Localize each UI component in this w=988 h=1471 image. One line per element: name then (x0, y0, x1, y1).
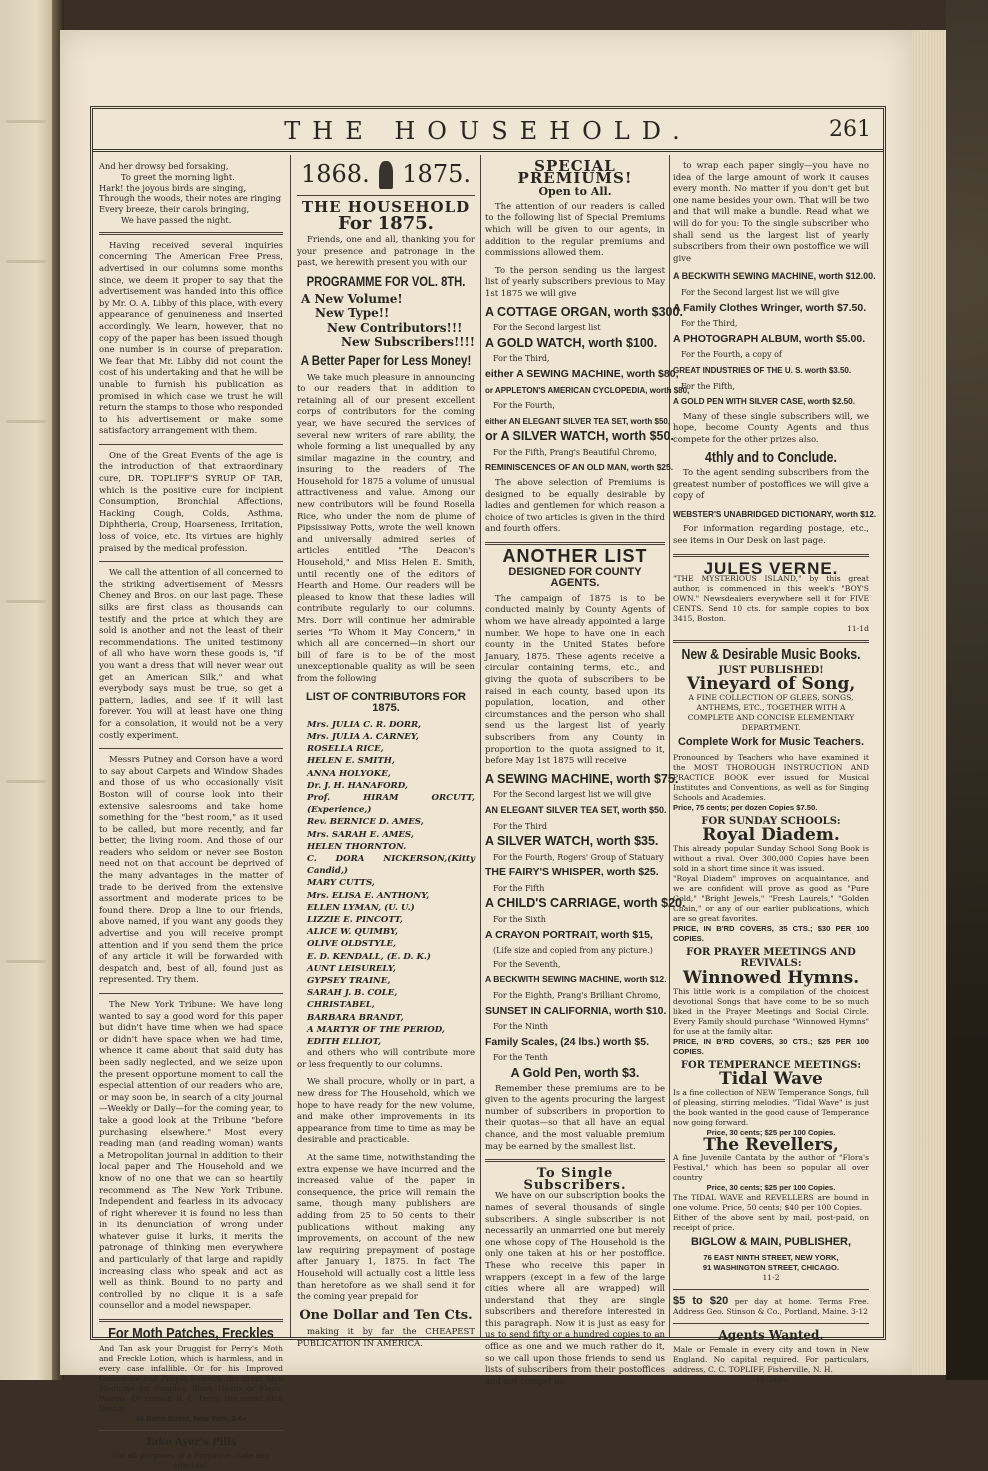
ad-text: A fine Juvenile Cantata by the author of "Flora's Festival," which has been so popular all over country (673, 1153, 869, 1183)
premium-item: A GOLD PEN WITH SILVER CASE, worth $2.50. (673, 397, 855, 407)
premium-lead: For the Fourth, (493, 401, 555, 411)
list-item: MARY CUTTS, (307, 878, 375, 889)
list-item: A MARTYR OF THE PERIOD, (307, 1024, 445, 1035)
premium-item: or A SILVER WATCH, worth $50. (485, 429, 674, 444)
section-subtitle: Open to All. (538, 185, 612, 199)
ad-price: PRICE, IN B'RD COVERS, 35 CTS.; $30 PER 100 COPIES. (673, 923, 869, 943)
ad-subhead: FOR SUNDAY SCHOOLS: (701, 815, 841, 827)
article-paragraph: The attention of our readers is called to the following list of Special Premiums which will be given to our agents, in addition to the regular premiums and commissions allowed them. (485, 201, 665, 259)
divider (99, 993, 283, 994)
article-paragraph: We shall procure, wholly or in part, a new dress for The Household, which we hope to have ready for the new volume, and make other improvements in its appearance from time to time as may be desirable and practicable. (297, 1077, 475, 1146)
list-item: Mrs. SARAH E. AMES, (307, 829, 414, 840)
column-3 (485, 157, 690, 1387)
year-right: 1875. (402, 160, 471, 189)
list-item: CHRISTABEL, (307, 1000, 375, 1011)
year-left: 1868. (301, 160, 370, 189)
premium-lead: For the Fifth, (681, 381, 735, 391)
wage-ad (673, 1296, 869, 1317)
article-paragraph: At the same time, notwithstanding the extra expense we have incurred and the increased value of the paper in consequence, the price will remain the same, though many publishers are adding from 25 to 50 cents to their publications without making any improvements, on account of the new law requiring prepayment of postage after January 1, 1875. In fact The Household will actually cost a little less than heretofore as we shall send it for the coming year prepaid for (297, 1152, 475, 1303)
ad-text: For all purposes of a Purgative. Safe and effectual. (112, 1451, 270, 1471)
premium-item: WEBSTER'S UNABRIDGED DICTIONARY, worth $12. (673, 509, 877, 519)
premium-lead: For the Fifth (493, 883, 545, 893)
ad-subhead: Complete Work for Music Teachers. (677, 736, 865, 748)
list-item: Rev. BERNICE D. AMES, (307, 817, 424, 828)
article-paragraph: The New York Tribune: We have long wanted to say a good word for this paper but didn't have time when we had space or didn't have space when we had time, whence it came about that said duty has been sadly neglected, and we seize upon the present opportune moment to call the especial attention of our readers who are, or may soon be, in search of a city journal—Weekly or Daily—for the coming year, to take a good look at the Tribune "before purchasing elsewhere." Most every reading man (and reading woman) wants a Metropolitan journal in addition to their local paper and The Household and we know of no one that we can so heartily recommend as The New York Tribune. Independent and fearless in its advocacy of right wherever it is found no less than in its denunciation of wrong under whatever guise it lurks, it merits the patronage of thinking men everywhere and particularly of that large and rapidly increasing class who speak and act as well as think. Bound to no party and controlled by no clique it is a safe counsellor and a model newspaper. (99, 1000, 283, 1312)
section-title: To Single Subscribers. (523, 1166, 627, 1193)
ad-address-text: 49 Bond Street, New York. (135, 1413, 230, 1423)
article-paragraph: We call the attention of all concerned to the striking advertisement of Messrs Cheney and Bros. on our last page. These silks are first class as thousands can testify and the price at which they are sold is another and not the least of their recommendations. The united testimony of all who have worn these goods is, "if you want a dress that will never wear out get an American Silk," and what everybody says must be true, so get a pattern, ladies, and see if it will last forever. You will at least have one thing for a consolation, it would not be a very costly experiment. (99, 568, 283, 741)
publisher-address: 91 WASHINGTON STREET, CHICAGO. (702, 1262, 840, 1272)
list-item: Mrs. ELISA E. ANTHONY, (307, 890, 430, 901)
intro-text: Friends, one and all, thanking you for your presence and patronage in the past, we herewith present you with our (297, 235, 475, 269)
programme-item: New Contributors!!! (327, 320, 463, 335)
slogan: A Better Paper for Less Money! (300, 351, 472, 368)
article-paragraph: One of the Great Events of the age is the introduction of that extraordinary cure, DR. TOPLIFF'S SYRUP OF TAR, which is the positive cure for incipient Consumption, Bronchial Affections, Hacking Cough, Colds, Asthma, Diphtheria, Croup, Hoarseness, Irritation, loss of voice, etc. Its virtues are highly praised by the medical profession. (99, 450, 283, 554)
ad-text: Male or Female in every city and town in New England. No capital required. For particulars, address, C. C. TOPLIFF, Fisherville, N. H. (673, 1344, 869, 1374)
premium-lead: For the Fifth, Prang's Beautiful Chromo, (493, 447, 657, 457)
section-title: THE HOUSEHOLD (301, 198, 471, 216)
premium-lead: For the Second largest list we will give (681, 287, 840, 297)
column-2 (297, 160, 476, 1349)
premium-lead: For the Eighth, Prang's Brilliant Chromo, (493, 991, 661, 1001)
premium-item: A CRAYON PORTRAIT, worth $15, (485, 928, 653, 941)
premium-item: or APPLETON'S AMERICAN CYCLOPEDIA, worth $80, (485, 385, 690, 395)
section-subtitle: For 1875. (338, 212, 434, 234)
premium-lead: For the Tenth (493, 1053, 548, 1063)
list-item: ROSELLA RICE, (307, 744, 384, 755)
premium-item: REMINISCENCES OF AN OLD MAN, worth $25. (485, 462, 674, 473)
page-title: THE HOUSEHOLD. (284, 117, 692, 145)
list-item: Dr. J. H. HANAFORD, (307, 780, 408, 791)
ad-headline: For Moth Patches, Freckles (108, 1325, 274, 1343)
price-banner: One Dollar and Ten Cts. (299, 1307, 473, 1323)
divider (297, 195, 475, 196)
premium-note: (Life size and copied from any picture.) (493, 946, 653, 956)
section-subtitle: DESIGNED FOR COUNTY AGENTS. (508, 565, 642, 590)
ad-code: 3-12 (850, 1306, 868, 1316)
list-item: LIZZIE E. PINCOTT, (307, 915, 403, 925)
article-paragraph: and others who will contribute more or less frequently to our columns. (297, 1048, 475, 1070)
list-item: SARAH J. B. COLE, (307, 988, 398, 999)
article-paragraph: To the agent sending subscribers from the greatest number of postoffices we will give a copy of (673, 468, 869, 502)
column-rule (669, 155, 670, 1337)
ad-text: A FINE COLLECTION OF GLEES, SONGS, ANTHEMS, ETC., TOGETHER WITH A COMPLETE AND CONCISE ELEMENTARY DEPARTMENT. (687, 693, 855, 732)
premium-item: A Gold Pen, worth $3. (510, 1066, 640, 1080)
premium-item: A COTTAGE ORGAN, worth $300. (485, 304, 683, 319)
premium-item: A BECKWITH SEWING MACHINE, worth $12.00. (673, 271, 876, 282)
article-paragraph: to wrap each paper singly—you have no idea of the large amount of work it causes every month. No matter if you don't get but one name besides your own. That will be two and that will make a bundle. Read what we will do for you: To the single subscriber who shall send us the largest list of yearly subscribers from their own postoffice we will give (673, 161, 869, 264)
list-item: OLIVE OLDSTYLE, (307, 939, 397, 950)
ad-headline: JULES VERNE. (703, 558, 839, 578)
ad-text: Pronounced by Teachers who have examined it the MOST THOROUGH INSTRUCTION AND PRACTICE BOOK ever issued for Musical Institutes and Conventions, as well as for Singing Schools and Academies. (673, 752, 869, 802)
column-4 (673, 161, 877, 1384)
premium-item: either A SEWING MACHINE, worth $80, (485, 367, 679, 380)
article-paragraph: Remember these premiums are to be given to the agents procuring the largest number of subscribers in proportion to their quotas—so that all have an equal chance, and the most valuable premium may be earned by the smallest list. (485, 1083, 665, 1152)
page-edges (912, 30, 946, 1375)
column-1 (99, 161, 283, 1471)
premium-lead: For the Second largest list we will give (493, 790, 652, 800)
ad-text: "THE MYSTERIOUS ISLAND," by this great author, is commenced in this week's "BOY'S OWN." Newsdealers everywhere sell it for FIVE CENTS. Send 10 cts. for sample copies to box 3415, Boston. (673, 574, 869, 624)
premium-lead: For the Third, (493, 354, 550, 364)
poem-line: And her drowsy bed forsaking, (99, 161, 229, 171)
premium-item: A SILVER WATCH, worth $35. (485, 834, 659, 849)
ad-price: Price, 30 cents; $25 per 100 Copies. (706, 1183, 836, 1193)
list-item: GYPSEY TRAINE, (307, 976, 391, 987)
premium-item: A GOLD WATCH, worth $100. (485, 335, 658, 350)
list-item: C. DORA NICKERSON,(Kitty Candid,) (307, 853, 475, 877)
ad-text: Either of the above sent by mail, post-paid, on receipt of price. (673, 1213, 869, 1233)
column-rule (290, 155, 291, 1337)
divider (99, 1319, 283, 1322)
wage-amount: $5 to $20 (673, 1294, 729, 1307)
premium-item: A BECKWITH SEWING MACHINE, worth $12. (485, 974, 667, 985)
premium-item: AN ELEGANT SILVER TEA SET, worth $50. (485, 804, 667, 815)
section-title: SPECIAL PREMIUMS! (517, 157, 633, 187)
publisher-name: BIGLOW & MAIN, PUBLISHER, (690, 1236, 852, 1249)
list-title: LIST OF CONTRIBUTORS FOR 1875. (306, 690, 466, 715)
poem-line: Every breeze, their carols bringing, (99, 204, 250, 215)
premium-item: A CHILD'S CARRIAGE, worth $20. (485, 896, 686, 911)
ad-text: The TIDAL WAVE and REVELLERS are bound in one volume. Price, 50 cents; $40 per 100 Copies. (673, 1193, 869, 1213)
poem-line: To greet the morning light. (121, 171, 235, 182)
section-title: ANOTHER LIST (502, 546, 648, 567)
premium-lead: For the Seventh, (493, 959, 561, 969)
ad-text: per day at home. Terms Free. Address Geo. Stinson & Co., Portland, Maine. (673, 1296, 869, 1316)
list-item: Mrs. JULIA A. CARNEY, (307, 731, 419, 742)
ad-text: "Royal Diadem" improves on acquaintance, and we are confident will prove as good as "Pure Gold," "Bright Jewels," "Fresh Laurels," "Golden Chain," or any of our earlier publications, which are so great favorites. (673, 873, 869, 923)
divider (99, 1430, 283, 1431)
article-paragraph: Many of these single subscribers will, we hope, become County Agents and thus compete for the other prizes also. (673, 411, 869, 445)
premium-item: GREAT INDUSTRIES OF THE U. S. worth $3.50. (673, 365, 852, 375)
list-item: Mrs. JULIA C. R. DORR, (307, 719, 422, 730)
ad-price: Price, 30 cents; $25 per 100 Copies. (706, 1127, 836, 1137)
programme-heading: PROGRAMME FOR VOL. 8TH. (306, 272, 466, 289)
article-paragraph: Having received several inquiries concerning The American Free Press, advertised in our columns some months since, we deem it proper to say that the advertisement was handed into this office by Mr. O. A. Libby of this place, with every appearance of genuineness and inserted accordingly. We learn, however, that no copy of the paper has been issued though one number is in course of preparation. We fear that Mr. Libby did not count the cost of his undertaking and that he will be unable to furnish his publication as promised in which case we trust he will return the stamps to those who responded to his advertisement or make some satisfactory arrangement with them. (99, 240, 283, 437)
premium-item: SUNSET IN CALIFORNIA, worth $10. (485, 1004, 667, 1017)
ad-price: Price, 75 cents; per dozen Copies $7.50. (673, 802, 818, 812)
premium-lead: For the Second largest list (493, 323, 601, 333)
divider (99, 748, 283, 749)
premium-lead: For the Ninth (493, 1022, 549, 1032)
divider (485, 1159, 665, 1162)
premium-item: A PHOTOGRAPH ALBUM, worth $5.00. (673, 332, 866, 345)
poem (99, 161, 283, 226)
ad-text: And Tan ask your Druggist for Perry's Moth and Freckle Lotion, which is harmless, and in every case infallible. Or for his Improved Comedone and Pimple Remedy, the great Skin Medicine for Pimples, Black Heads or Flesh-Worms. Or consult B. C. Perry, the noted Skin Doctor, (99, 1343, 283, 1413)
poem-line: Through the woods, their notes are ringing (99, 193, 282, 204)
list-item: ALICE W. QUIMBY, (307, 927, 399, 938)
premium-item: either AN ELEGANT SILVER TEA SET, worth $50, (485, 416, 671, 426)
divider (673, 640, 869, 643)
contributor-list (307, 719, 475, 1048)
book-title: Vineyard of Song, (686, 674, 856, 695)
ad-text: Is a fine collection of NEW Temperance Songs, full of pleasing, stirring melodies. "Tidal Wave" is just the book wanted in the good cause of Temperance now going forward. (673, 1087, 869, 1127)
ad-address (99, 1414, 283, 1424)
poem-line: Hark! the joyous birds are singing, (99, 182, 246, 193)
article-paragraph: The campaign of 1875 is to be conducted mainly by County Agents of whom we have already appointed a large number. We hope to have one in each county in the United States before January, 1875. These agents receive a circular containing terms, etc., and giving the quota of subscribers to be raised in each county, based upon its population, location, and other circumstances and the person who shall send us the largest list of yearly subscribers from any County in proportion to the quota assigned to it, before May 1st 1875 will receive (485, 593, 665, 767)
premium-item: Family Scales, (24 lbs.) worth $5. (485, 1035, 649, 1048)
divider (673, 554, 869, 557)
ad-headline: Take Ayer's Pills (145, 1436, 237, 1448)
article-paragraph: We have on our subscription books the names of several thousands of single subscribers. A single subscriber is not necessarily an unmarried one but merely one whose copy of The Household is the only one taken at his or her postoffice. These who receive this paper in wrappers (except in a few of the large cities where all are wrapped) will understand that they are single subscribers and therefore interested in this paragraph. Now it is just as easy for us to send fifty or a hundred copies to an office as one and we much rather do it, so we call upon those friends to send us lists of subscribers from their postoffices and not compel us (485, 1191, 665, 1387)
ad-subhead: FOR PRAYER MEETINGS AND REVIVALS: (686, 946, 856, 970)
list-item: HELEN E. SMITH, (307, 756, 395, 767)
programme-item: A New Volume! (301, 291, 403, 306)
ad-code: 11-2 (762, 1272, 780, 1282)
book-title: Winnowed Hymns. (682, 967, 860, 988)
poem-line: We have passed the night. (121, 214, 232, 225)
ad-text: This little work is a compilation of the choicest devotional Songs that have come to be so much liked in the Prayer Meetings and Social Circle. Every Family should purchase "Winnowed Hymns" for use at the family altar. (673, 986, 869, 1036)
list-item: ELLEN LYMAN, (U. U.) (307, 902, 415, 913)
premium-lead: For the Third, (681, 319, 738, 329)
premium-lead: For the Third (493, 821, 547, 831)
divider (673, 1323, 869, 1324)
divider (99, 444, 283, 445)
premium-item: A Family Clothes Wringer, worth $7.50. (673, 301, 867, 314)
ad-subhead: FOR TEMPERANCE MEETINGS: (680, 1059, 862, 1071)
divider (485, 542, 665, 545)
article-paragraph: We take much pleasure in announcing to our readers that in addition to retaining all of our present excellent corps of contributors for the coming year, we have secured the services of several new writers of rare ability, the whole forming a list unequalled by any similar magazine in the country, and insuring to the readers of The Household for 1875 a volume of unusual attractiveness and value. Among our new contributors will be found Rosella Rice, who under the nom de plume of Pipsissiway Potts, wrote the well known and universally admired series of articles entitled "The Deacon's Household," and Miss Helen E. Smith, until recently one of the editors of Hearth and Home. Our readers will be pleased to know that these ladies will contribute regularly to our columns. Mrs. Dorr will continue her admirable series "To Whom it May Concern," in which all are concerned—in short our bill of fare is to be of the most unexceptionable quality as will be seen from the following (297, 372, 475, 684)
divider (673, 1289, 869, 1290)
masthead (93, 109, 883, 152)
programme-item: New Type!! (315, 306, 390, 321)
article-paragraph: Messrs Putney and Corson have a word to say about Carpets and Window Shades and those of us who occasionally visit Boston will of course look into their extensive salesrooms and take home something for the "best room," as it used to be called, but more recently, and far better, the living room. And those of our readers who seldom or never see Boston need not on that account be deprived of the many advantages in the matter of trade to be derived from the extensive assortment and moderate prices to be found there. Drop a line to our friends, above named, if you want any goods they advertise and you will receive prompt attention and if you send them the price of any article it will be forwarded with despatch and, best of all, found just as represented. Try them. (99, 755, 283, 986)
year-banner (301, 161, 471, 189)
list-item: Prof. HIRAM ORCUTT, (Experience,) (307, 792, 475, 816)
list-item: AUNT LEISURELY, (307, 963, 396, 974)
divider (99, 561, 283, 562)
book-title: Royal Diadem. (702, 825, 840, 846)
book-title: The Revellers, (703, 1134, 839, 1155)
article-paragraph: To the person sending us the largest list of yearly subscribers previous to May 1st 1875 we will give (485, 265, 665, 299)
ad-price: PRICE, IN B'RD COVERS, 30 CTS.; $25 PER 100 COPIES. (673, 1036, 869, 1056)
list-item: HELEN THORNTON. (307, 841, 407, 852)
page-number: 261 (829, 117, 871, 142)
list-item: BARBARA BRANDT, (307, 1012, 404, 1023)
ad-headline: New & Desirable Music Books. (681, 646, 861, 664)
premium-item: THE FAIRY'S WHISPER, worth $25. (485, 866, 659, 879)
ad-code: 3-6e (231, 1413, 247, 1423)
premium-lead: For the Fourth, a copy of (681, 350, 782, 360)
list-item: ANNA HOLYOKE, (307, 768, 391, 779)
ad-code: 11-3adv (755, 1374, 787, 1384)
ad-headline: Agents Wanted. (718, 1327, 824, 1342)
programme-item: New Subscribers!!!! (341, 335, 476, 350)
book-title: Tidal Wave (719, 1069, 823, 1090)
list-item: E. D. KENDALL, (E. D. K.) (307, 951, 431, 962)
ad-text: This already popular Sunday School Song Book is without a rival. Over 300,000 Copies have been sold in a short time since it was issued. (673, 843, 869, 873)
book-cover (946, 0, 988, 1380)
article-paragraph: The above selection of Premiums is designed to be equally desirable by ladies and gentlemen for which reason a choice of two articles is given in the third and fourth offers. (485, 478, 665, 535)
page-frame (90, 106, 886, 1471)
ad-subhead: JUST PUBLISHED! (718, 664, 824, 676)
premium-lead: For the Fourth, Rogers' Group of Statuary (493, 852, 664, 862)
column-rule (480, 155, 481, 1337)
ad-code: 11-1d (847, 624, 869, 634)
premium-lead: For the Sixth (493, 915, 546, 925)
divider (99, 232, 283, 235)
facing-page-edge (0, 0, 60, 1380)
figure-illustration (379, 161, 393, 189)
section-title: 4thly and to Conclude. (705, 449, 837, 467)
list-item: EDITH ELLIOT, (307, 1037, 382, 1048)
publisher-address: 76 EAST NINTH STREET, NEW YORK, (703, 1252, 839, 1262)
premium-item: A SEWING MACHINE, worth $75. (485, 771, 679, 786)
article-paragraph: For information regarding postage, etc., see items in Our Desk on last page. (673, 524, 869, 547)
article-paragraph: making it by far the CHEAPEST PUBLICATION IN AMERICA. (297, 1327, 475, 1349)
